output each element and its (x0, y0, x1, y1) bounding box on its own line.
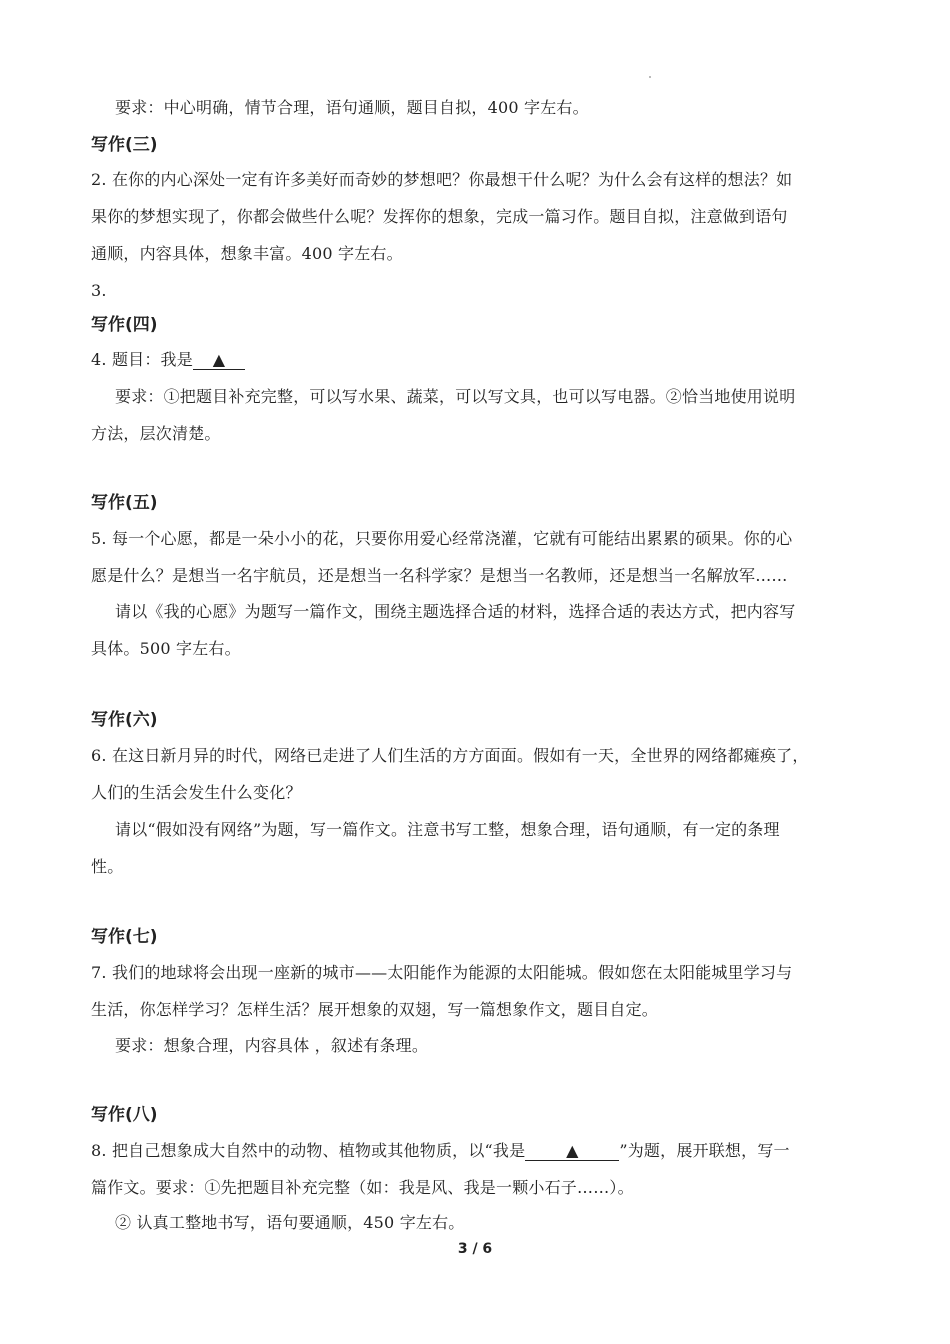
section-heading-5: 写作(五) (91, 493, 158, 513)
page-number: 3 / 6 (457, 1241, 493, 1257)
section-heading-7: 写作(七) (91, 927, 158, 947)
question-6-line-4: 性。 (91, 857, 124, 876)
question-7-line-1: 7. 我们的地球将会出现一座新的城市——太阳能作为能源的太阳能城。假如您在太阳能城里学习与 (91, 963, 793, 982)
question-5-line-2: 愿是什么？是想当一名宇航员，还是想当一名科学家？是想当一名教师，还是想当一名解放军…… (91, 566, 788, 585)
question-2-line-1: 2. 在你的内心深处一定有许多美好而奇妙的梦想吧？你最想干什么呢？为什么会有这样的想法？如 (91, 170, 793, 189)
question-7-requirement: 要求：想象合理，内容具体 ，叙述有条理。 (115, 1036, 429, 1055)
question-8-prefix: 8. 把自己想象成大自然中的动物、植物或其他物质，以“我是 (91, 1141, 526, 1160)
scan-speck (649, 76, 651, 78)
question-8-line-1 (91, 1141, 861, 1161)
question-5-line-1: 5. 每一个心愿，都是一朵小小的花，只要你用爱心经常浇灌，它就有可能结出累累的硕果。你的心 (91, 529, 793, 548)
question-5-line-3: 请以《我的心愿》为题写一篇作文，围绕主题选择合适的材料，选择合适的表达方式，把内容写 (115, 602, 796, 621)
question-6-line-3: 请以“假如没有网络”为题，写一篇作文。注意书写工整，想象合理，语句通顺，有一定的条理 (115, 820, 780, 839)
question-2-line-2: 果你的梦想实现了，你都会做些什么呢？发挥你的想象，完成一篇习作。题目自拟，注意做到语句 (91, 207, 788, 226)
section-heading-8: 写作(八) (91, 1105, 158, 1125)
question-5-line-4: 具体。500 字左右。 (91, 639, 241, 658)
question-8-line-3: ② 认真工整地书写，语句要通顺，450 字左右。 (115, 1213, 465, 1232)
section-heading-4: 写作(四) (91, 315, 158, 335)
question-7-line-2: 生活，你怎样学习？怎样生活？展开想象的双翅，写一篇想象作文，题目自定。 (91, 1000, 659, 1019)
question-6-line-1: 6. 在这日新月异的时代，网络已走进了人们生活的方方面面。假如有一天，全世界的网络都瘫痪了， (91, 746, 809, 765)
question-4-requirement-line-2: 方法，层次清楚。 (91, 424, 221, 443)
question-8-line-2: 篇作文。要求：①先把题目补充完整（如：我是风、我是一颗小石子……）。 (91, 1178, 634, 1197)
question-8-suffix: ”为题，展开联想，写一 (619, 1141, 790, 1160)
section-heading-6: 写作(六) (91, 710, 158, 730)
question-4-title (91, 350, 861, 370)
section-heading-3: 写作(三) (91, 135, 158, 155)
question-6-line-2: 人们的生活会发生什么变化？ (91, 783, 302, 802)
fill-in-blank: ▲ (525, 1142, 619, 1161)
question-2-line-3: 通顺，内容具体，想象丰富。400 字左右。 (91, 244, 403, 263)
fill-in-blank: ▲ (193, 351, 245, 370)
question-4-prefix: 4. 题目：我是 (91, 350, 193, 369)
question-4-requirement-line-1: 要求：①把题目补充完整，可以写水果、蔬菜，可以写文具，也可以写电器。②恰当地使用说明 (115, 387, 796, 406)
question-3-number: 3. (91, 281, 107, 300)
requirement-text: 要求：中心明确，情节合理，语句通顺，题目自拟，400 字左右。 (115, 98, 589, 117)
